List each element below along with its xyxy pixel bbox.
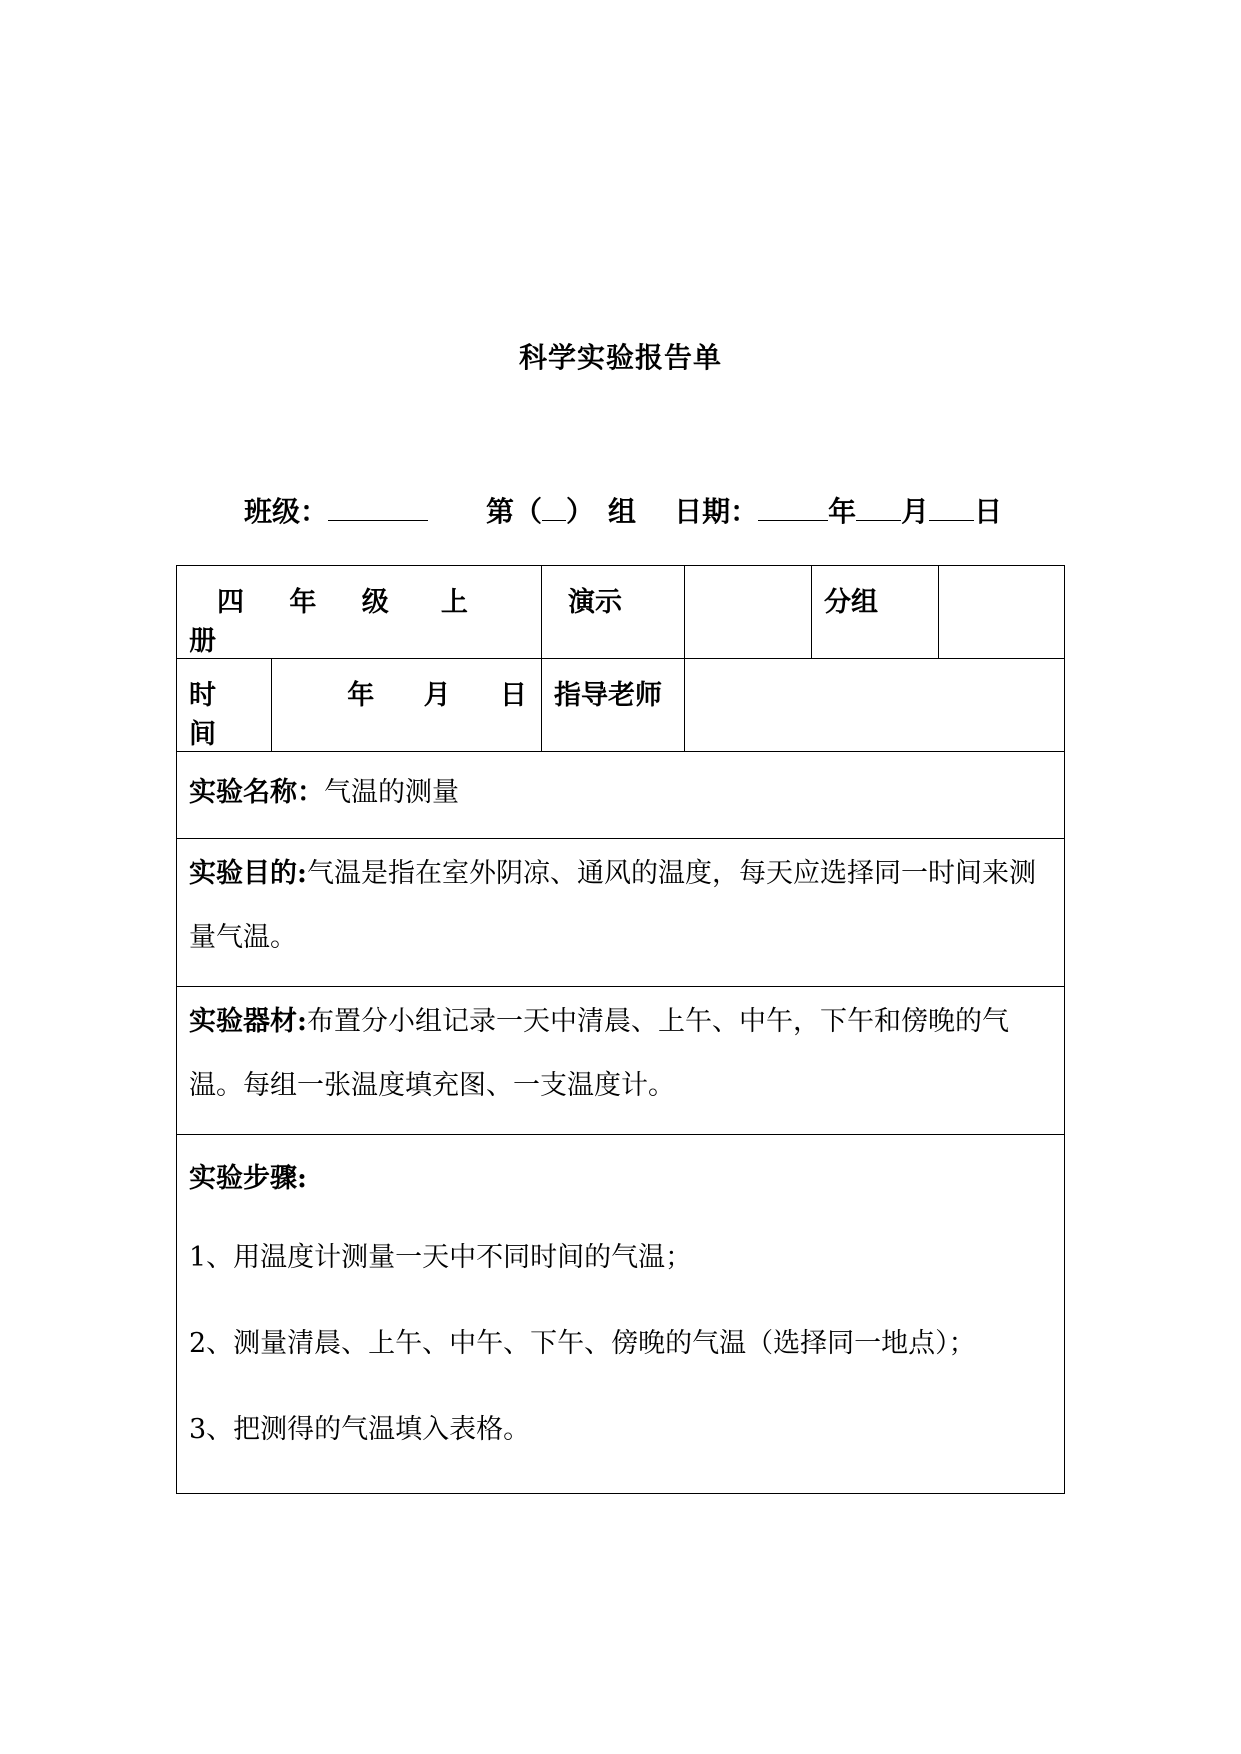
demo-label: 演示 <box>568 587 622 618</box>
table-row-grade <box>177 566 1065 659</box>
materials-cell <box>177 987 1065 1135</box>
table-row-time <box>177 659 1065 752</box>
steps-label: 实验步骤: <box>189 1163 307 1194</box>
teacher-label: 指导老师 <box>554 680 662 711</box>
date-label: 日期： <box>674 495 759 528</box>
table-row-materials <box>177 987 1065 1135</box>
materials-label: 实验器材: <box>189 1006 307 1037</box>
teacher-label-cell <box>542 659 685 752</box>
demo-label-cell <box>542 566 685 659</box>
group-value-cell <box>939 566 1065 659</box>
month-label: 月 <box>901 495 930 528</box>
group-label: 分组 <box>824 587 878 618</box>
table-row-purpose <box>177 839 1065 987</box>
experiment-name-cell <box>177 752 1065 839</box>
class-blank <box>328 492 428 521</box>
step-item: 3、把测得的气温填入表格。 <box>189 1414 531 1445</box>
purpose-value: 气温是指在室外阴凉、通风的温度，每天应选择同一时间来测量气温。 <box>189 858 1036 953</box>
year-blank <box>758 492 828 521</box>
group-prefix: 第（ <box>486 495 543 528</box>
day-blank <box>929 492 974 521</box>
table-row-steps <box>177 1135 1065 1494</box>
steps-cell <box>177 1135 1065 1494</box>
time-label: 时 间 <box>189 680 216 750</box>
materials-value: 布置分小组记录一天中清晨、上午、中午，下午和傍晚的气温。每组一张温度填充图、一支温度计。 <box>189 1006 1009 1101</box>
time-value-cell <box>272 659 542 752</box>
teacher-value-cell <box>685 659 1065 752</box>
volume-text: 上 册 <box>189 587 492 657</box>
year-label: 年 <box>828 495 857 528</box>
demo-value-cell <box>685 566 812 659</box>
table-row-name <box>177 752 1065 839</box>
grade-text: 四 年 级 <box>217 587 407 618</box>
report-table <box>176 565 1065 1494</box>
header-info-line <box>244 490 1002 530</box>
step-item: 2、测量清晨、上午、中午、下午、傍晚的气温（选择同一地点）； <box>189 1328 976 1359</box>
group-label-cell <box>812 566 939 659</box>
month-blank <box>856 492 901 521</box>
step-item: 1、用温度计测量一天中不同时间的气温； <box>189 1242 693 1273</box>
group-blank <box>542 492 566 521</box>
document-title: 科学实验报告单 <box>518 341 722 374</box>
time-label-cell <box>177 659 272 752</box>
purpose-cell <box>177 839 1065 987</box>
time-value: 年 月 日 <box>347 680 527 711</box>
experiment-name-value: 气温的测量 <box>324 777 459 808</box>
group-word: 组 <box>608 495 637 528</box>
group-suffix: ） <box>566 495 595 528</box>
day-label: 日 <box>974 495 1003 528</box>
experiment-name-label: 实验名称： <box>189 777 324 808</box>
grade-cell <box>177 566 542 659</box>
purpose-label: 实验目的: <box>189 858 307 889</box>
class-label: 班级： <box>244 495 329 528</box>
